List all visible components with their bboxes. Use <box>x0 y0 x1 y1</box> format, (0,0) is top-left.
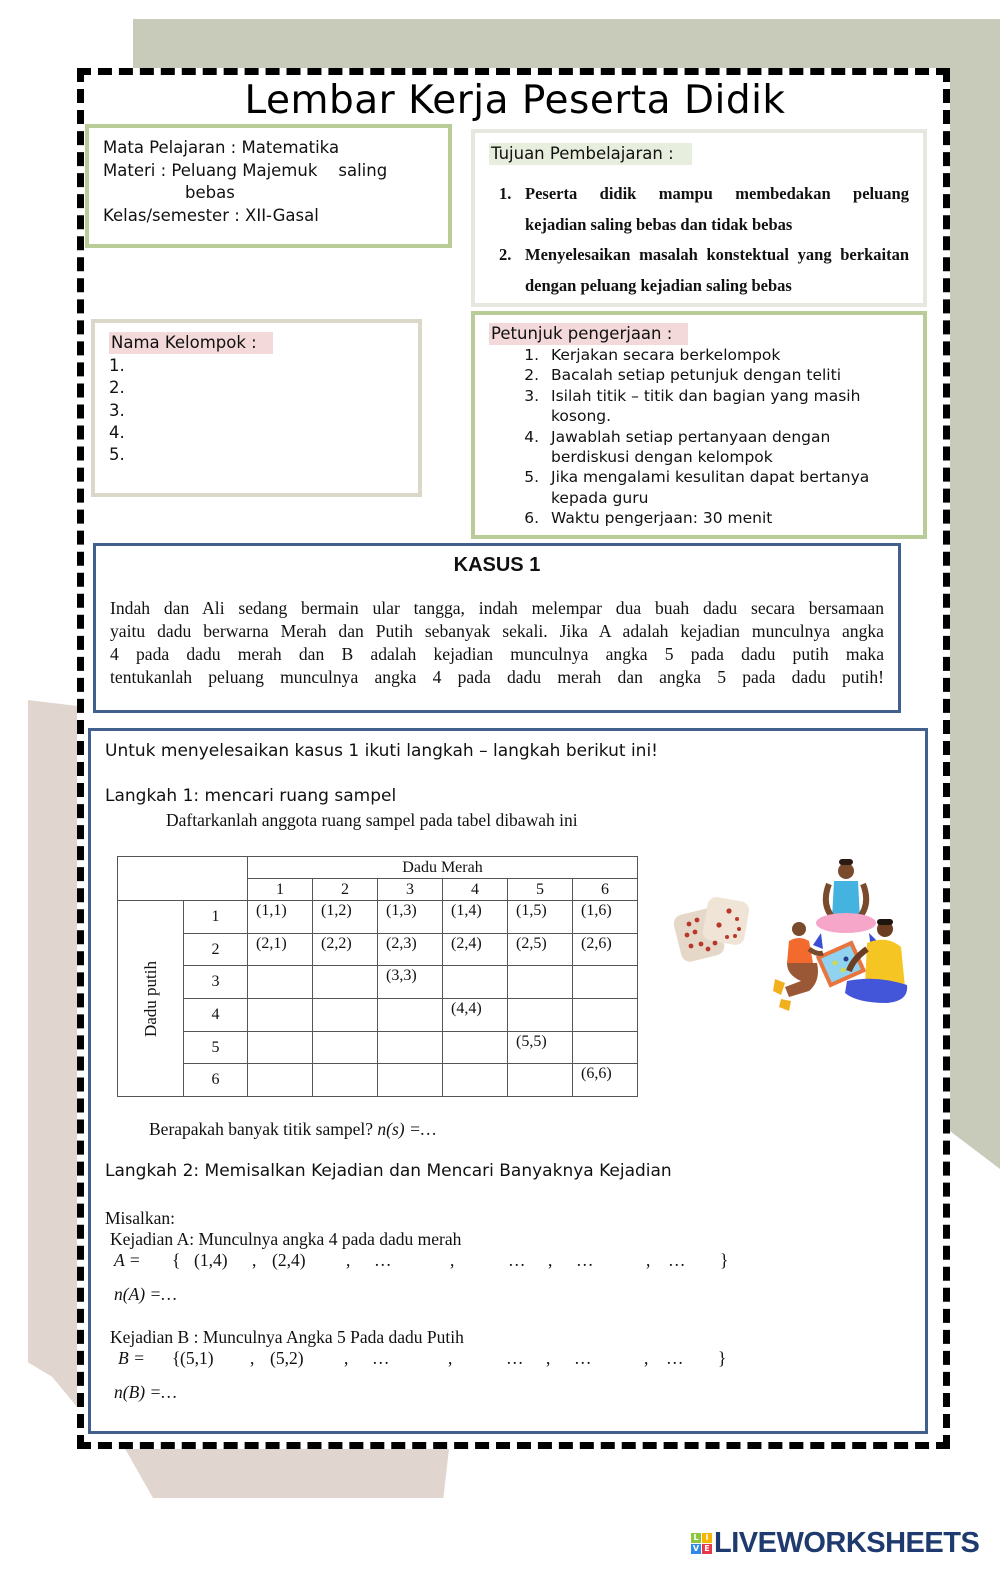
objective-item: 2. Menyelesaikan masalah konstektual yang berkaitan dengan peluang kejadian saling bebas <box>499 245 909 295</box>
step-1-title: Langkah 1: mencari ruang sampel <box>105 786 397 806</box>
event-b-count[interactable]: n(B) =… <box>114 1382 177 1402</box>
event-b-element[interactable]: … <box>372 1348 390 1368</box>
col-group-header: Dadu Merah <box>248 857 638 879</box>
table-cell[interactable] <box>573 999 638 1032</box>
live-cubes-icon: L I V E <box>691 1533 712 1554</box>
table-cell[interactable]: (2,3) <box>378 933 443 966</box>
table-cell[interactable]: (2,2) <box>313 933 378 966</box>
steps-intro: Untuk menyelesaikan kasus 1 ikuti langkah – langkah berikut ini! <box>105 741 658 761</box>
instructions-list <box>489 345 909 529</box>
table-row <box>118 1064 638 1097</box>
page-title: Lembar Kerja Peserta Didik <box>244 78 786 123</box>
event-b-element[interactable]: (5,1) <box>180 1348 214 1368</box>
table-cell[interactable]: (1,2) <box>313 901 378 934</box>
case-1-text-line: yaitu dadu berwarna Merah dan Putih sebanyak sekali. Jika A adalah kejadian munculnya angka <box>110 621 884 641</box>
event-b-element[interactable]: (5,2) <box>270 1348 304 1368</box>
instruction-item: 2. Bacalah setiap petunjuk dengan teliti <box>524 366 841 385</box>
table-cell[interactable]: (1,6) <box>573 901 638 934</box>
table-cell[interactable]: (1,4) <box>443 901 508 934</box>
row-header: 5 <box>184 1031 248 1064</box>
event-a-set: A = { (1,4) , (2,4) , … , … , … , … } <box>114 1250 729 1270</box>
event-a-element[interactable]: … <box>576 1250 594 1270</box>
table-cell[interactable]: (2,5) <box>508 933 573 966</box>
class-semester-label: Kelas/semester : XII-Gasal <box>103 205 319 225</box>
dice-board-game-illustration <box>671 849 921 1029</box>
col-header: 2 <box>313 879 378 901</box>
instructions-box <box>471 311 927 539</box>
event-a-label: Kejadian A: Munculnya angka 4 pada dadu merah <box>110 1229 462 1249</box>
event-b-element[interactable]: … <box>666 1348 684 1368</box>
case-1-text-line: 4 pada dadu merah dan B adalah kejadian munculnya angka 5 pada dadu putih maka <box>110 644 884 664</box>
person-left <box>773 922 823 1011</box>
person-top <box>813 859 879 949</box>
instruction-item: 1. Kerjakan secara berkelompok <box>524 346 781 364</box>
table-cell[interactable] <box>573 966 638 999</box>
table-cell[interactable]: (4,4) <box>443 999 508 1032</box>
table-cell[interactable] <box>313 966 378 999</box>
col-header: 1 <box>248 879 313 901</box>
table-cell[interactable] <box>378 999 443 1032</box>
event-a-element[interactable]: … <box>668 1250 686 1270</box>
case-1-text-line: Indah dan Ali sedang bermain ular tangga, indah melempar dua buah dadu secara bersamaan <box>110 598 884 618</box>
table-row <box>118 933 638 966</box>
table-cell[interactable] <box>378 1031 443 1064</box>
step-2-title: Langkah 2: Memisalkan Kejadian dan Mencari Banyaknya Kejadian <box>105 1161 672 1181</box>
table-row <box>118 901 638 934</box>
sample-space-table <box>117 856 638 1097</box>
col-header: 4 <box>443 879 508 901</box>
table-cell[interactable] <box>443 966 508 999</box>
dice-icon <box>672 896 751 964</box>
group-member-1[interactable]: 1. <box>109 356 125 375</box>
event-b-element[interactable]: … <box>574 1348 592 1368</box>
table-cell[interactable]: (1,5) <box>508 901 573 934</box>
material-label: Materi : Peluang Majemuk saling <box>103 160 388 180</box>
table-cell[interactable] <box>443 1064 508 1097</box>
sample-point-question: Berapakah banyak titik sampel? n(s) =… <box>149 1119 437 1139</box>
learning-objectives-heading: Tujuan Pembelajaran : <box>489 143 692 165</box>
col-header: 5 <box>508 879 573 901</box>
misalkan-label: Misalkan: <box>105 1208 175 1228</box>
table-cell[interactable] <box>573 1031 638 1064</box>
event-b-set: B = { (5,1) , (5,2) , … , … , … , … } <box>118 1348 727 1368</box>
objective-item: 1. Peserta didik mampu membedakan peluang kejadian saling bebas dan tidak bebas <box>499 184 909 234</box>
sample-point-answer[interactable]: n(s) =… <box>377 1119 437 1139</box>
event-a-element[interactable]: … <box>508 1250 526 1270</box>
instructions-heading: Petunjuk pengerjaan : <box>489 323 688 345</box>
table-cell[interactable] <box>508 1064 573 1097</box>
table-cell[interactable] <box>248 1064 313 1097</box>
event-a-element[interactable]: … <box>374 1250 392 1270</box>
row-header: 4 <box>184 999 248 1032</box>
table-row <box>118 999 638 1032</box>
group-member-5[interactable]: 5. <box>109 445 125 465</box>
table-cell[interactable]: (3,3) <box>378 966 443 999</box>
group-names-box <box>91 319 422 497</box>
table-cell[interactable]: (6,6) <box>573 1064 638 1097</box>
table-cell[interactable]: (2,4) <box>443 933 508 966</box>
table-row <box>118 966 638 999</box>
table-cell[interactable] <box>443 1031 508 1064</box>
table-cell[interactable]: (5,5) <box>508 1031 573 1064</box>
row-header: 6 <box>184 1064 248 1097</box>
table-corner-cell <box>118 857 248 901</box>
case-1-box <box>93 543 901 713</box>
group-member-2[interactable]: 2. <box>109 378 125 398</box>
event-a-element[interactable]: (2,4) <box>272 1250 306 1270</box>
row-group-header: Dadu putih <box>118 901 184 1097</box>
instruction-item: 6. Waktu pengerjaan: 30 menit <box>524 509 773 528</box>
subject-label: Mata Pelajaran : Matematika <box>103 138 340 157</box>
table-cell[interactable] <box>248 1031 313 1064</box>
table-cell[interactable]: (2,1) <box>248 933 313 966</box>
event-b-label: Kejadian B : Munculnya Angka 5 Pada dadu Putih <box>110 1327 464 1347</box>
table-cell[interactable] <box>313 1031 378 1064</box>
table-row <box>118 1031 638 1064</box>
group-names-heading: Nama Kelompok : <box>109 332 273 354</box>
table-cell[interactable]: (2,6) <box>573 933 638 966</box>
table-cell[interactable] <box>313 999 378 1032</box>
event-a-count[interactable]: n(A) =… <box>114 1284 177 1304</box>
col-header: 6 <box>573 879 638 901</box>
subject-info-box <box>85 124 452 248</box>
table-cell[interactable] <box>378 1064 443 1097</box>
event-b-element[interactable]: … <box>506 1348 524 1368</box>
case-1-heading: KASUS 1 <box>453 554 541 576</box>
row-header: 2 <box>184 933 248 966</box>
table-cell[interactable] <box>508 999 573 1032</box>
steps-box <box>88 728 928 1434</box>
table-cell[interactable]: (1,3) <box>378 901 443 934</box>
learning-objectives-list <box>489 179 909 301</box>
liveworksheets-logo[interactable] <box>691 1527 979 1560</box>
table-cell[interactable] <box>508 966 573 999</box>
instruction-item: 4. Jawablah setiap pertanyaan dengan berdiskusi dengan kelompok <box>524 427 831 467</box>
events-section <box>105 1208 905 1403</box>
group-member-4[interactable]: 4. <box>109 422 125 442</box>
col-header: 3 <box>378 879 443 901</box>
instruction-item: 3. Isilah titik – titik dan bagian yang masih kosong. <box>524 386 861 426</box>
row-header: 3 <box>184 966 248 999</box>
liveworksheets-wordmark: LIVEWORKSHEETS <box>714 1527 980 1559</box>
table-cell[interactable] <box>248 966 313 999</box>
case-1-text-line: tentukanlah peluang munculnya angka 4 pada dadu merah dan angka 5 pada dadu putih! <box>110 667 884 687</box>
event-a-element[interactable]: (1,4) <box>194 1250 228 1270</box>
material-label-cont: bebas <box>185 183 235 202</box>
instruction-item: 5. Jika mengalami kesulitan dapat bertanya kepada guru <box>524 468 870 507</box>
table-cell[interactable] <box>248 999 313 1032</box>
table-cell[interactable] <box>313 1064 378 1097</box>
table-cell[interactable]: (1,1) <box>248 901 313 934</box>
group-member-3[interactable]: 3. <box>109 400 125 420</box>
row-header: 1 <box>184 901 248 934</box>
step-1-instruction: Daftarkanlah anggota ruang sampel pada tabel dibawah ini <box>166 810 578 830</box>
learning-objectives-box <box>471 129 927 307</box>
